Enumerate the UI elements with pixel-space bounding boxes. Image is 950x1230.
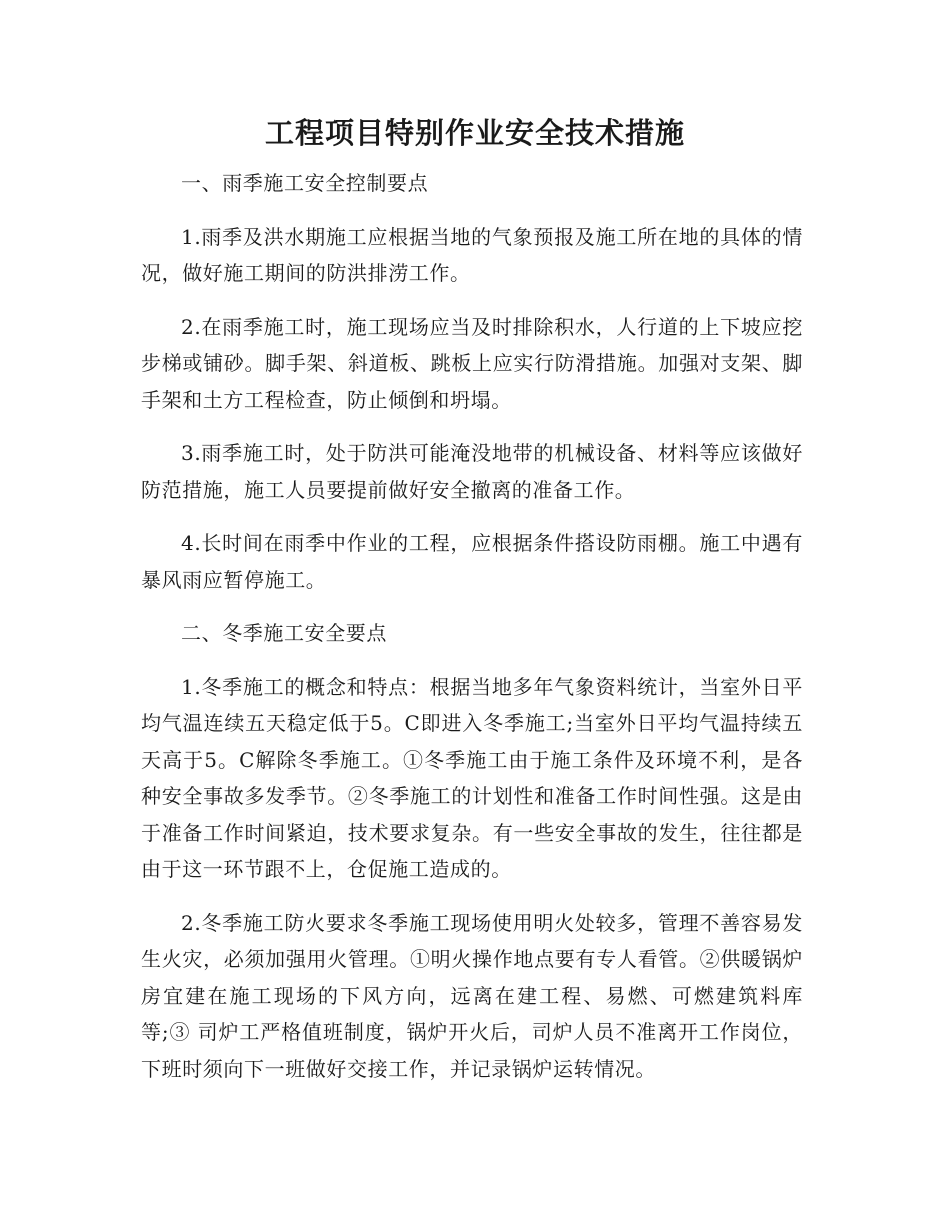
paragraph: 1.冬季施工的概念和特点：根据当地多年气象资料统计，当室外日平均气温连续五天稳定低于5。C即进入冬季施工;当室外日平均气温持续五天高于5。C解除冬季施工。①冬季施工由于施工条件及环境不利，是各种安全事故多发季节。②冬季施工的计划性和准备工作时间性强。这是由于准备工作时间紧迫，技术要求复杂。有一些安全事故的发生，往往都是由于这一环节跟不上，仓促施工造成的。 <box>141 674 803 881</box>
document-body <box>141 165 803 1104</box>
paragraph: 3.雨季施工时，处于防洪可能淹没地带的机械设备、材料等应该做好防范措施，施工人员要提前做好安全撤离的准备工作。 <box>141 441 803 502</box>
paragraph: 1.雨季及洪水期施工应根据当地的气象预报及施工所在地的具体的情况，做好施工期间的防洪排涝工作。 <box>141 224 803 285</box>
section-heading-rainy-season: 一、雨季施工安全控制要点 <box>181 171 429 195</box>
document-title: 工程项目特别作业安全技术措施 <box>264 116 685 150</box>
paragraph: 2.在雨季施工时，施工现场应当及时排除积水，人行道的上下坡应挖步梯或铺砂。脚手架、斜道板、跳板上应实行防滑措施。加强对支架、脚手架和土方工程检查，防止倾倒和坍塌。 <box>141 314 803 412</box>
paragraph: 4.长时间在雨季中作业的工程，应根据条件搭设防雨棚。施工中遇有暴风雨应暂停施工。 <box>141 531 803 592</box>
paragraph: 2.冬季施工防火要求冬季施工现场使用明火处较多，管理不善容易发生火灾，必须加强用火管理。①明火操作地点要有专人看管。②供暖锅炉房宜建在施工现场的下风方向，远离在建工程、易燃、可燃建筑料库等;③ 司炉工严格值班制度，锅炉开火后，司炉人员不准离开工作岗位，下班时须向下一班做好交接工作，并记录锅炉运转情况。 <box>141 910 803 1081</box>
section-heading-winter-season: 二、冬季施工安全要点 <box>181 621 387 645</box>
